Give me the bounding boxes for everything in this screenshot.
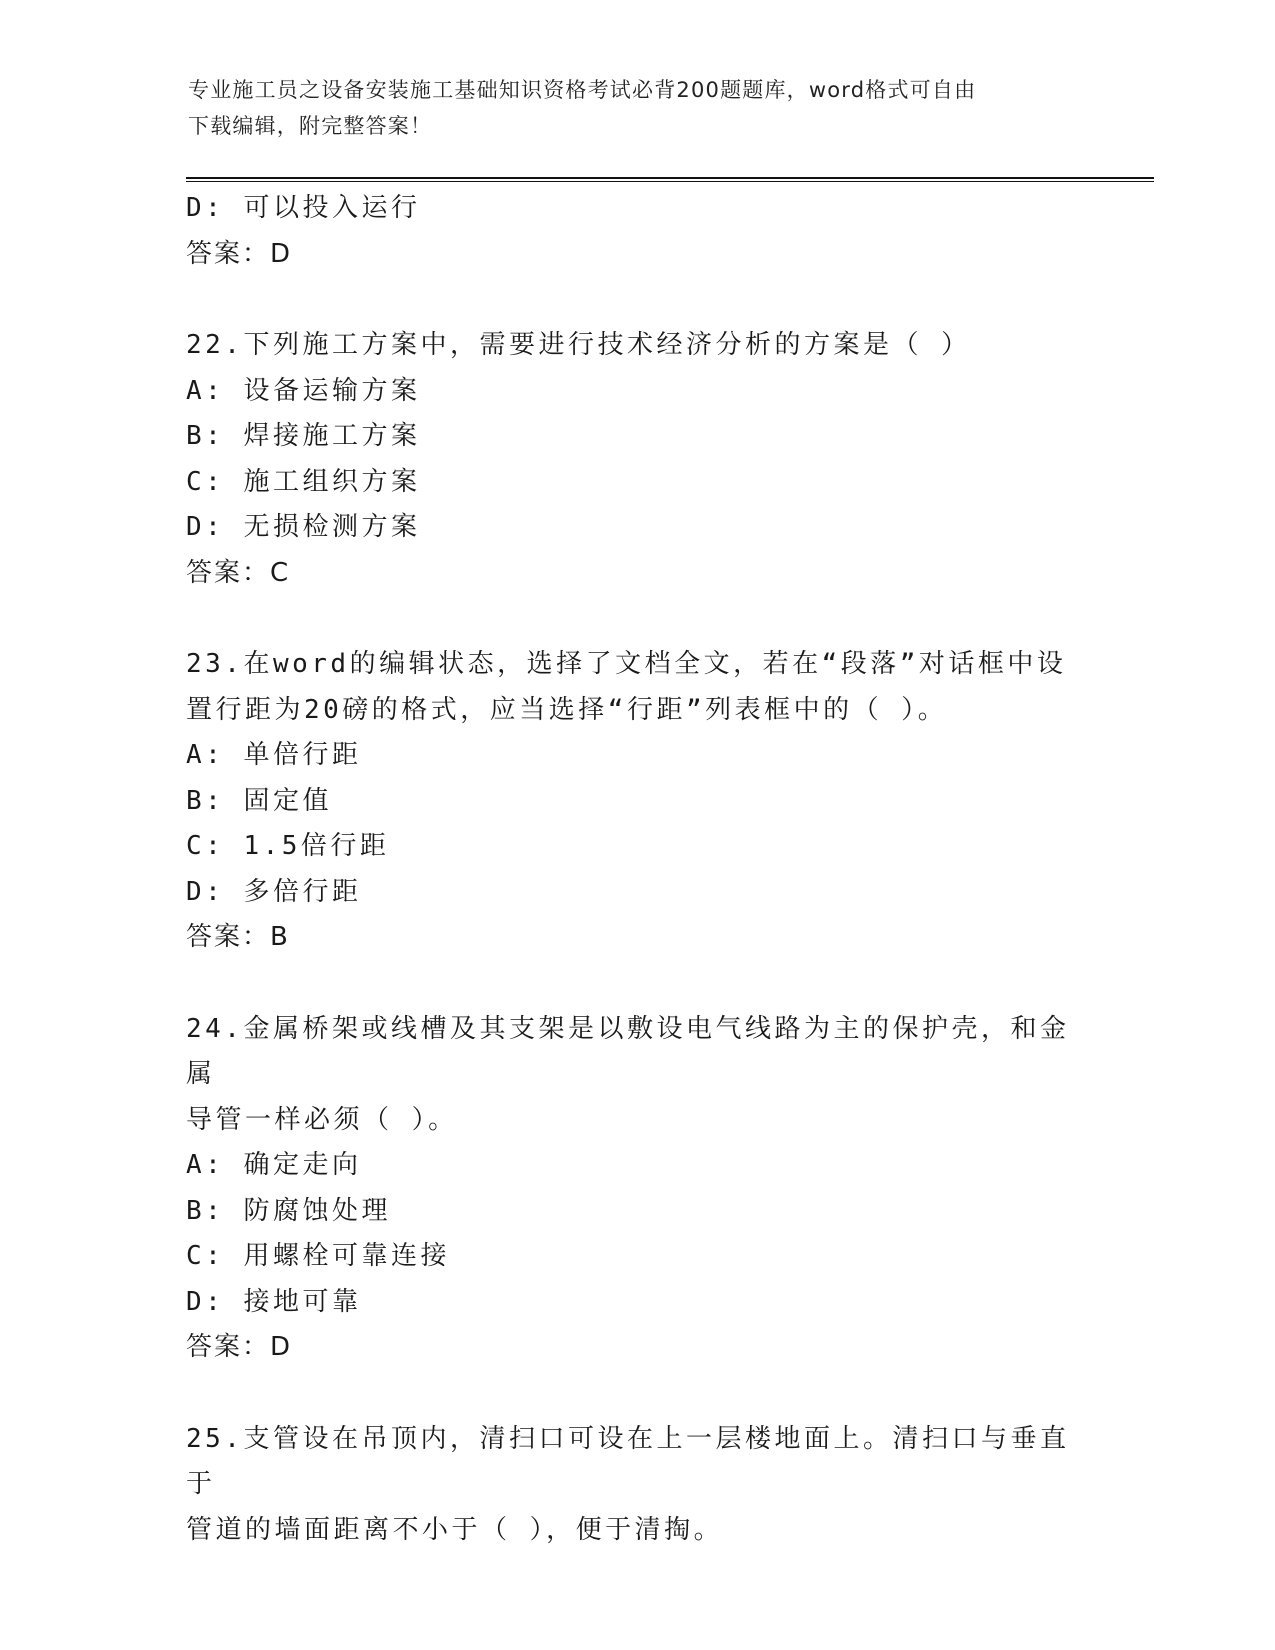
question-stem-line-2: 管道的墙面距离不小于（ ），便于清掏。 [186,1514,724,1545]
answer-line: 答案：D [186,1332,293,1362]
question-list [186,186,1086,1553]
answer-line: 答案：B [186,922,290,952]
answer-line: 答案：D [186,238,293,269]
question-25 [186,1417,1086,1554]
question-stem: 22.下列施工方案中，需要进行技术经济分析的方案是（ ） [186,330,971,360]
question-stem-line-1: 24.金属桥架或线槽及其支架是以敷设电气线路为主的保护壳，和金属 [186,1013,1070,1089]
option-c: C: 用螺栓可靠连接 [186,1241,450,1271]
option-c: C: 1.5倍行距 [186,831,390,861]
question-22 [186,323,1086,596]
option-d: D: 无损检测方案 [186,512,421,542]
header-divider-thin [186,181,1154,182]
question-stem-line-1: 23.在word的编辑状态，选择了文档全文，若在“段落”对话框中设 [186,649,1067,679]
option-b: B: 固定值 [186,785,332,816]
question-stem-line-2: 置行距为20磅的格式，应当选择“行距”列表框中的（ ）。 [186,694,948,725]
option-a: A: 设备运输方案 [186,375,421,406]
question-stem-line-2: 导管一样必须（ ）。 [186,1104,458,1135]
question-24 [186,1007,1086,1371]
option-a: A: 确定走向 [186,1150,362,1180]
header-divider-thick [186,177,1154,179]
option-d: D: 接地可靠 [186,1286,362,1317]
option-b: B: 焊接施工方案 [186,421,421,451]
option-a: A: 单倍行距 [186,740,362,770]
option-c: C: 施工组织方案 [186,466,421,497]
header-title-line-1: 专业施工员之设备安装施工基础知识资格考试必背200题题库，word格式可自由 [188,78,977,102]
document-header [188,72,1078,144]
option-b: B: 防腐蚀处理 [186,1195,391,1226]
option-d: D: 可以投入运行 [186,193,421,223]
question-stem-line-1: 25.支管设在吊顶内，清扫口可设在上一层楼地面上。清扫口与垂直于 [186,1423,1070,1499]
option-d: D: 多倍行距 [186,876,362,907]
header-title-line-2: 下载编辑，附完整答案！ [188,114,433,138]
question-21-tail [186,186,1086,277]
question-23 [186,642,1086,961]
answer-line: 答案：C [186,557,291,588]
